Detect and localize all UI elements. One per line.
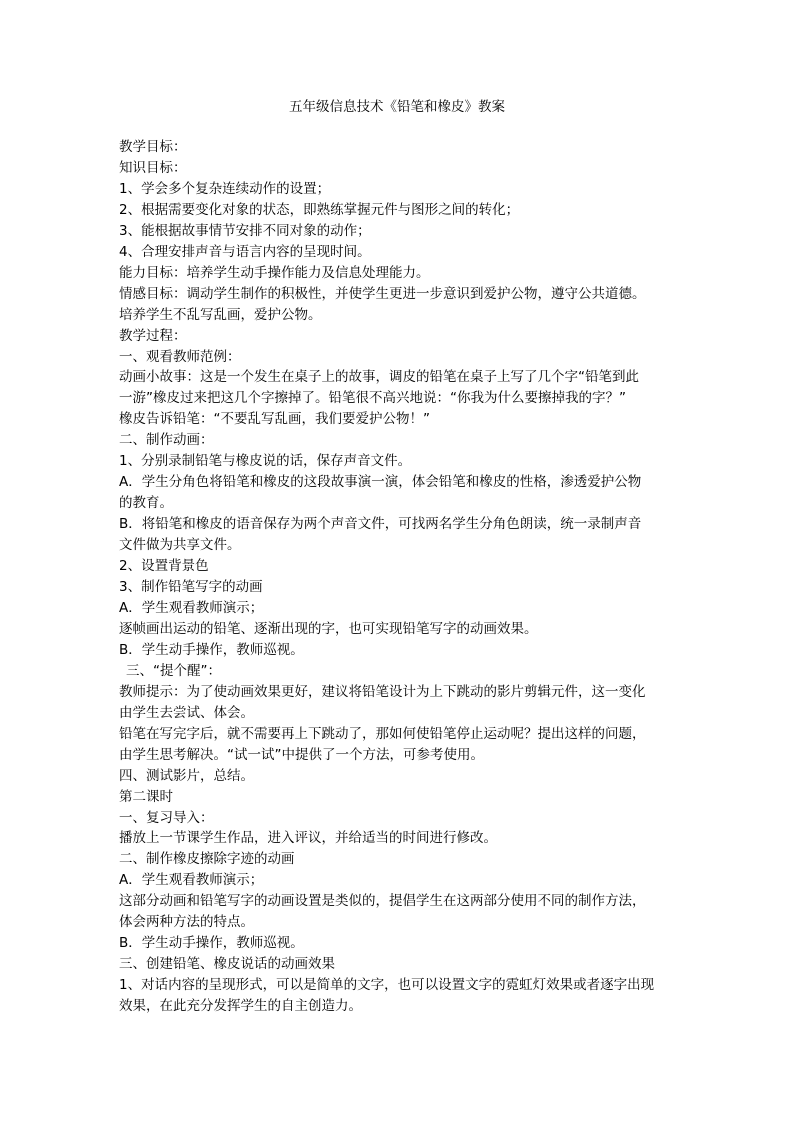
text-line: 培养学生不乱写乱画，爱护公物。 — [119, 306, 322, 323]
text-line: 的教育。 — [119, 495, 173, 512]
text-line: 教学过程： — [119, 327, 187, 344]
text-line: A．学生观看教师演示； — [119, 872, 264, 889]
text-line: 逐帧画出运动的铅笔、逐渐出现的字，也可实现铅笔写字的动画效果。 — [119, 620, 538, 637]
text-line: 二、制作橡皮擦除字迹的动画 — [119, 851, 295, 868]
text-line: A．学生观看教师演示； — [119, 599, 264, 616]
document-title: 五年级信息技术《铅笔和橡皮》教案 — [289, 99, 505, 115]
text-line: 2、设置背景色 — [119, 558, 209, 575]
text-line: 由学生思考解决。“试一试”中提供了一个方法，可参考使用。 — [119, 746, 484, 763]
text-line: 2、根据需要变化对象的状态，即熟练掌握元件与图形之间的转化； — [119, 201, 520, 218]
text-line: 第二课时 — [119, 788, 173, 805]
text-line: 3、制作铅笔写字的动画 — [119, 579, 263, 596]
text-line: 1、学会多个复杂连续动作的设置； — [119, 180, 331, 197]
text-line: 情感目标：调动学生制作的积极性，并使学生更进一步意识到爱护公物，遵守公共道德。 — [119, 285, 646, 302]
text-line: 三、“提个醒”： — [126, 662, 221, 679]
text-line: 1、对话内容的呈现形式，可以是简单的文字，也可以设置文字的霓虹灯效果或者逐字出现 — [119, 977, 655, 994]
text-line: 四、测试影片，总结。 — [119, 767, 254, 784]
text-line: 由学生去尝试、体会。 — [119, 704, 254, 721]
text-line: 动画小故事：这是一个发生在桌子上的故事，调皮的铅笔在桌子上写了几个字“铅笔到此 — [119, 369, 639, 386]
text-line: 体会两种方法的特点。 — [119, 914, 254, 931]
text-line: 知识目标： — [119, 159, 187, 176]
text-line: 3、能根据故事情节安排不同对象的动作； — [119, 222, 371, 239]
text-line: 二、制作动画： — [119, 432, 214, 449]
text-line: 文件做为共享文件。 — [119, 537, 241, 554]
text-line: A．学生分角色将铅笔和橡皮的这段故事演一演，体会铅笔和橡皮的性格，渗透爱护公物 — [119, 474, 642, 491]
text-line: 教师提示：为了使动画效果更好，建议将铅笔设计为上下跳动的影片剪辑元件，这一变化 — [119, 683, 646, 700]
text-line: B．将铅笔和橡皮的语音保存为两个声音文件，可找两名学生分角色朗读，统一录制声音 — [119, 516, 642, 533]
text-line: 三、创建铅笔、橡皮说话的动画效果 — [119, 956, 335, 973]
text-line: 这部分动画和铅笔写字的动画设置是类似的，提倡学生在这两部分使用不同的制作方法， — [119, 893, 646, 910]
text-line: 教学目标： — [119, 139, 187, 155]
text-line: 一、复习导入： — [119, 809, 214, 826]
text-line: 效果，在此充分发挥学生的自主创造力。 — [119, 998, 362, 1015]
text-line: 1、分别录制铅笔与橡皮说的话，保存声音文件。 — [119, 453, 412, 470]
text-line: B．学生动手操作，教师巡视。 — [119, 935, 304, 952]
text-line: 播放上一节课学生作品，进入评议，并给适当的时间进行修改。 — [119, 830, 497, 847]
text-line: 能力目标：培养学生动手操作能力及信息处理能力。 — [119, 264, 430, 281]
document-body — [119, 137, 679, 1017]
text-line: 橡皮告诉铅笔：“不要乱写乱画，我们要爱护公物！” — [119, 411, 430, 428]
text-line: 一、观看教师范例： — [119, 348, 241, 365]
text-line: 铅笔在写完字后，就不需要再上下跳动了，那如何使铅笔停止运动呢？提出这样的问题， — [119, 725, 646, 742]
text-line: 4、合理安排声音与语言内容的呈现时间。 — [119, 243, 371, 260]
text-line: B．学生动手操作，教师巡视。 — [119, 641, 304, 658]
text-line: 一游”橡皮过来把这几个字擦掉了。铅笔很不高兴地说：“你我为什么要擦掉我的字？” — [119, 390, 626, 407]
